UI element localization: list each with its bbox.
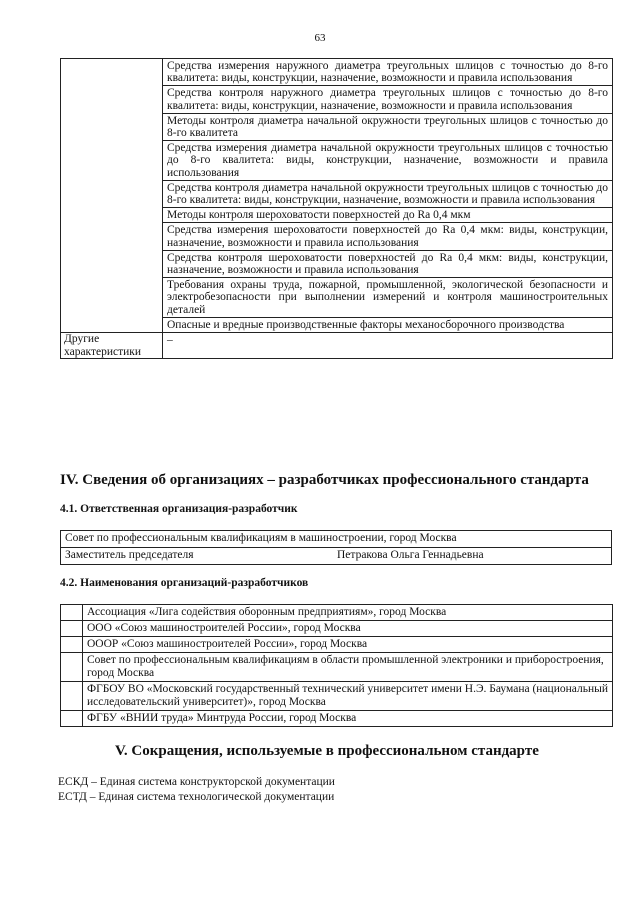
table-row	[61, 682, 613, 711]
table-cell: ОООР «Союз машиностроителей России», город Москва	[83, 637, 613, 653]
table-cell: Требования охраны труда, пожарной, промышленной, экологической безопасности и электробезопасности при выполнении измерений и контроля машиностроительных деталей	[163, 278, 613, 318]
empty-cell	[61, 59, 163, 333]
responsible-person-cell	[61, 548, 612, 565]
table-row	[61, 621, 613, 637]
table-cell: Совет по профессиональным квалификациям в области промышленной электроники и приборостроения, город Москва	[83, 653, 613, 682]
table-row	[61, 653, 613, 682]
section42-title: 4.2. Наименования организаций-разработчиков	[60, 577, 309, 589]
table-row	[61, 637, 613, 653]
table-row	[61, 711, 613, 727]
table-cell: Средства контроля диаметра начальной окружности треугольных шлицов с точностью до 8-го квалитета: виды, конструкции, назначение, возможности и правила использования	[163, 180, 613, 207]
row-number-cell	[61, 637, 83, 653]
table-cell: ФГБУ «ВНИИ труда» Минтруда России, город Москва	[83, 711, 613, 727]
table-row	[61, 548, 612, 565]
row-number-cell	[61, 621, 83, 637]
table-cell: ООО «Союз машиностроителей России», город Москва	[83, 621, 613, 637]
row-number-cell	[61, 711, 83, 727]
responsible-person-name: Петракова Ольга Геннадьевна	[337, 549, 484, 561]
table-row	[61, 59, 613, 86]
section41-title: 4.1. Ответственная организация-разработчик	[60, 503, 298, 515]
table-cell: Средства контроля шероховатости поверхностей до Ra 0,4 мкм: виды, конструкции, назначение, возможности и правила использования	[163, 250, 613, 277]
table-cell: Средства измерения наружного диаметра треугольных шлицов с точностью до 8-го квалитета: виды, конструкции, назначение, возможности и правила использования	[163, 59, 613, 86]
responsible-org-name: Совет по профессиональным квалификациям в машиностроении, город Москва	[61, 531, 612, 548]
table-row	[61, 333, 613, 359]
responsible-position: Заместитель председателя	[65, 549, 194, 561]
table-cell: Средства контроля наружного диаметра треугольных шлицов с точностью до 8-го квалитета: виды, конструкции, назначение, возможности и правила использования	[163, 86, 613, 113]
section4-title: IV. Сведения об организациях – разработчиках профессионального стандарта	[60, 472, 589, 488]
responsible-org-table	[60, 530, 612, 565]
row-number-cell	[61, 605, 83, 621]
row-number-cell	[61, 653, 83, 682]
table-cell: Ассоциация «Лига содействия оборонным предприятиям», город Москва	[83, 605, 613, 621]
section5-title: V. Сокращения, используемые в профессиональном стандарте	[115, 743, 539, 759]
other-characteristics-label: Другие характеристики	[61, 333, 163, 359]
other-characteristics-value: –	[163, 333, 613, 359]
table-cell: Средства измерения шероховатости поверхностей до Ra 0,4 мкм: виды, конструкции, назначение, возможности и правила использования	[163, 223, 613, 250]
table-cell: Методы контроля диаметра начальной окружности треугольных шлицов с точностью до 8-го квалитета	[163, 113, 613, 140]
table-row	[61, 605, 613, 621]
abbreviation-estd: ЕСТД – Единая система технологической документации	[58, 791, 335, 803]
table-cell: Средства измерения диаметра начальной окружности треугольных шлицов с точностью до 8-го квалитета: виды, конструкции, назначение, возможности и правила использования	[163, 141, 613, 181]
page-number: 63	[314, 32, 326, 44]
abbreviation-eskd: ЕСКД – Единая система конструкторской документации	[58, 776, 335, 788]
row-number-cell	[61, 682, 83, 711]
table-cell: ФГБОУ ВО «Московский государственный технический университет имени Н.Э. Баумана (национальный исследовательский университет)», город Москва	[83, 682, 613, 711]
table-row	[61, 531, 612, 548]
table-cell: Методы контроля шероховатости поверхностей до Ra 0,4 мкм	[163, 208, 613, 223]
table-cell: Опасные и вредные производственные факторы механосборочного производства	[163, 317, 613, 332]
developer-orgs-table	[60, 604, 613, 727]
knowledge-requirements-table	[60, 58, 613, 359]
